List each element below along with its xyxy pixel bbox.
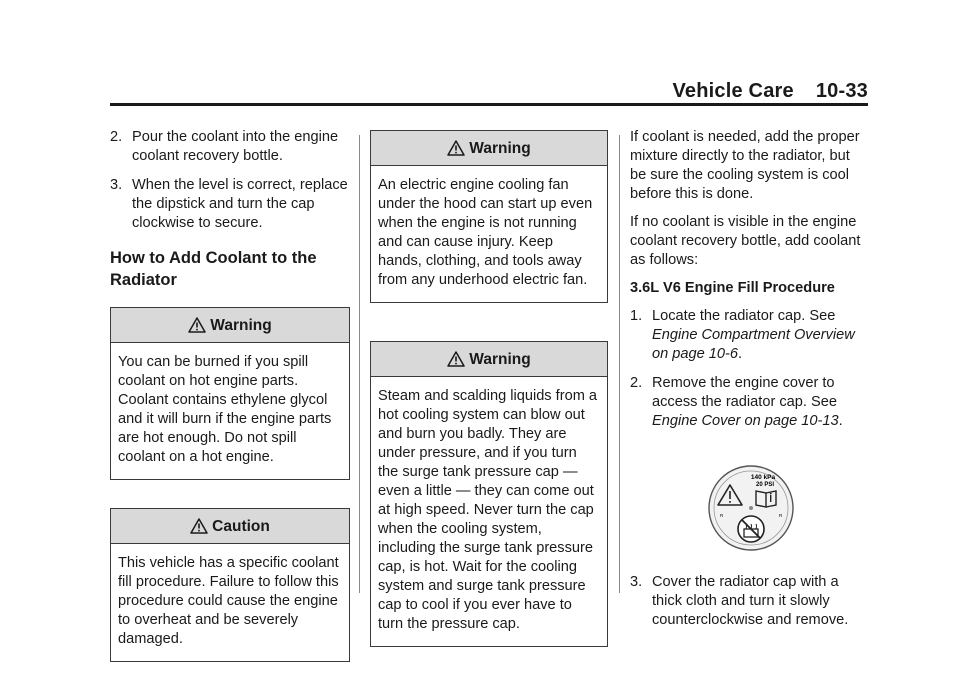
paragraph: If no coolant is visible in the engine coolant recovery bottle, add coolant as follows:: [630, 214, 861, 268]
header-page-number: 10-33: [815, 80, 868, 102]
punctuation: .: [738, 346, 743, 362]
column-3: [630, 128, 870, 640]
step-2: [110, 128, 350, 166]
step-3: [110, 176, 350, 233]
cross-reference: Engine Cover on page 10-13: [652, 413, 839, 429]
warning-label: Warning: [469, 350, 531, 368]
radiator-cap-illustration: [706, 463, 796, 553]
cap-letter-left: R: [720, 513, 724, 518]
procedure-title: 3.6L V6 Engine Fill Procedure: [630, 280, 835, 296]
warning-text: An electric engine cooling fan under the hood can start up even when the engine is not running and can cause injury. Keep hands, clothing, and tools away from any underhood electric fan.: [378, 177, 593, 288]
caution-box: [110, 508, 350, 662]
warning-triangle-icon: [447, 351, 465, 367]
page-header: [672, 80, 868, 103]
warning-label: Warning: [210, 316, 272, 334]
step-text: Remove the engine cover to access the radiator cap. See: [652, 375, 837, 410]
step-text: When the level is correct, replace the dipstick and turn the cap clockwise to secure.: [132, 177, 348, 231]
caution-label: Caution: [212, 517, 270, 535]
caution-header: [111, 509, 349, 544]
step-number: 2.: [110, 129, 123, 145]
header-section-title: Vehicle Care: [672, 80, 794, 102]
step-text: Cover the radiator cap with a thick cloth and turn it slowly counterclockwise and remove.: [652, 574, 849, 628]
caution-triangle-icon: [190, 518, 208, 534]
warning-box-steam: [370, 341, 608, 647]
step-1: [630, 307, 870, 364]
step-number: 1.: [630, 308, 643, 324]
step-number: 2.: [630, 375, 643, 391]
cap-letter-right: R: [779, 513, 783, 518]
paragraph: If coolant is needed, add the proper mixture directly to the radiator, but be sure the cooling system is cool before this is done.: [630, 129, 860, 202]
cap-center-dot: [749, 506, 753, 510]
warning-header: [371, 342, 607, 377]
section-heading: How to Add Coolant to the Radiator: [110, 249, 317, 289]
step-text: Pour the coolant into the engine coolant recovery bottle.: [132, 129, 339, 164]
cap-psi-label: 20 PSI: [755, 482, 775, 488]
warning-label: Warning: [469, 139, 531, 157]
warning-header: [111, 308, 349, 343]
caution-text: This vehicle has a specific coolant fill procedure. Failure to follow this procedure could cause the engine to overheat and be severely damaged.: [118, 555, 339, 647]
warning-text: Steam and scalding liquids from a hot cooling system can blow out and burn you badly. They are under pressure, and if you turn the surge tank pressure cap — even a little — they can come out at high speed. Never turn the cap when the cooling system, including the surge tank pressure cap, is hot. Wait for the cooling system and surge tank pressure cap to cool if you ever have to turn the pressure cap.: [378, 388, 598, 632]
step-2: [630, 374, 870, 431]
header-rule: [110, 103, 868, 106]
cap-kpa-label: 140 kPa: [750, 474, 776, 481]
cap-no-open-hot-icon: [738, 516, 764, 542]
column-2: [370, 130, 608, 675]
column-divider-right: [619, 135, 620, 593]
warning-box-burn: [110, 307, 350, 480]
warning-text: You can be burned if you spill coolant on hot engine parts. Coolant contains ethylene glycol and it will burn if the engine parts are hot enough. Do not spill coolant on a hot engine.: [118, 354, 332, 465]
warning-triangle-icon: [188, 317, 206, 333]
column-1: [110, 128, 350, 690]
warning-header: [371, 131, 607, 166]
column-divider-left: [359, 135, 360, 593]
step-number: 3.: [630, 574, 643, 590]
warning-triangle-icon: [447, 140, 465, 156]
cross-reference: Engine Compartment Overview on page 10-6: [652, 327, 855, 362]
punctuation: .: [838, 413, 843, 429]
step-text: Locate the radiator cap. See: [652, 308, 836, 324]
warning-box-fan: [370, 130, 608, 303]
step-3: [630, 573, 870, 630]
step-number: 3.: [110, 177, 123, 193]
